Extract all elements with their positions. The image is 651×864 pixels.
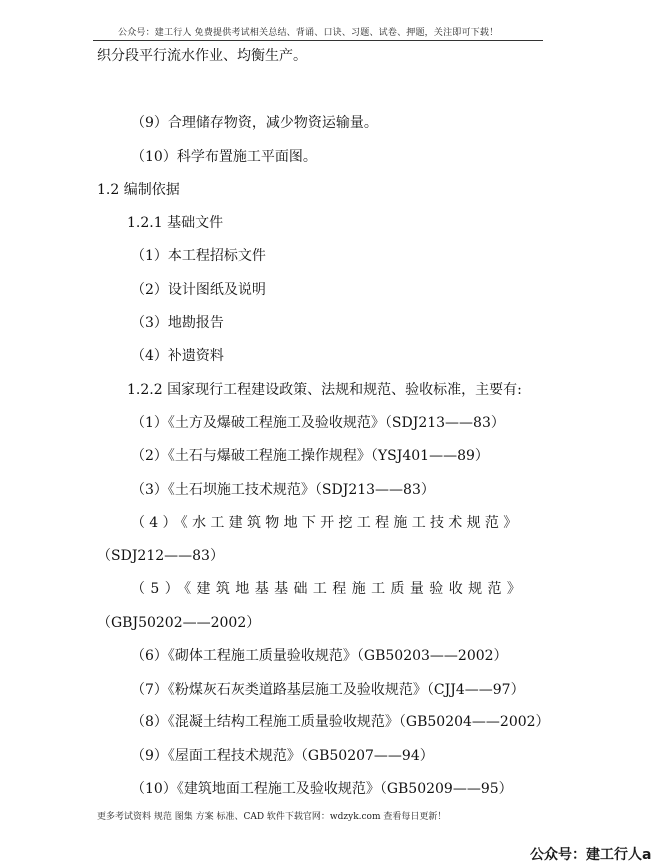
standard-item-9: （9）《屋面工程技术规范》（GB50207——94） <box>131 748 434 764</box>
basic-file-item: （3）地勘报告 <box>131 315 224 331</box>
basic-file-item: （4）补遗资料 <box>131 348 224 364</box>
standard-item-5: （5）《建筑地基基础工程施工质量验收规范》 <box>131 581 527 597</box>
watermark-label: 公众号：建工行人a <box>530 847 651 863</box>
basic-file-item: （1）本工程招标文件 <box>131 248 266 264</box>
header-divider <box>93 40 543 41</box>
standard-item-2: （2）《土石与爆破工程施工操作规程》（YSJ401——89） <box>131 448 489 464</box>
page-footer-text: 更多考试资料 规范 图集 方案 标准、CAD 软件下载官网：wdzyk.com 查看每日更新！ <box>97 812 447 822</box>
basic-file-item: （2）设计图纸及说明 <box>131 282 266 298</box>
section-heading-1-2-1: 1.2.1 基础文件 <box>127 215 224 231</box>
standard-item-5-code: （GBJ50202——2002） <box>97 615 261 631</box>
section-heading-1-2-2: 1.2.2 国家现行工程建设政策、法规和规范、验收标准，主要有: <box>127 382 522 398</box>
standard-item-8: （8）《混凝土结构工程施工质量验收规范》（GB50204——2002） <box>131 714 550 730</box>
standard-item-10: （10）《建筑地面工程施工及验收规范》（GB50209——95） <box>131 781 513 797</box>
standard-item-3: （3）《土石坝施工技术规范》（SDJ213——83） <box>131 482 435 498</box>
standard-item-6: （6）《砌体工程施工质量验收规范》（GB50203——2002） <box>131 648 508 664</box>
standard-item-4: （4）《水工建筑物地下开挖工程施工技术规范》 <box>131 515 522 531</box>
list-item-10: （10）科学布置施工平面图。 <box>131 149 317 165</box>
continuation-text: 织分段平行流水作业、均衡生产。 <box>97 48 307 64</box>
list-item-9: （9）合理储存物资，减少物资运输量。 <box>131 115 378 131</box>
section-heading-1-2: 1.2 编制依据 <box>97 182 180 198</box>
standard-item-4-code: （SDJ212——83） <box>97 548 224 564</box>
page-header-text: 公众号：建工行人 免费提供考试相关总结、背诵、口诀、习题、试卷、押题，关注即可下载！ <box>118 28 499 38</box>
standard-item-7: （7）《粉煤灰石灰类道路基层施工及验收规范》（CJJ4——97） <box>131 682 525 698</box>
standard-item-1: （1）《土方及爆破工程施工及验收规范》（SDJ213——83） <box>131 415 505 431</box>
